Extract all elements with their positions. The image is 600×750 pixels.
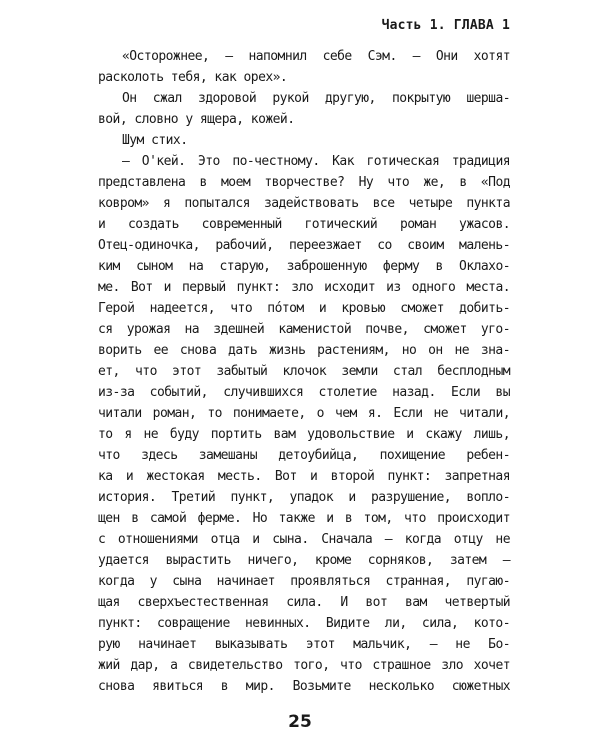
text-line: ме. Вот и первый пункт: зло исходит из одного места.	[98, 280, 510, 295]
text-line: ся урожая на здешней каменистой почве, сможет уго-	[98, 322, 510, 337]
text-line: жий дар, а свидетельство того, что страшное зло хочет	[98, 658, 510, 673]
running-head: Часть 1. ГЛАВА 1	[381, 18, 510, 33]
text-line: ка и жестокая месть. Вот и второй пункт: запретная	[98, 469, 510, 484]
text-line: расколоть тебя, как орех».	[98, 70, 288, 85]
text-line: с отношениями отца и сына. Сначала — когда отцу не	[98, 532, 510, 547]
text-line: ким сыном на старую, заброшенную ферму в Оклахо-	[98, 259, 510, 274]
text-line: читали роман, то понимаете, о чем я. Если не читали,	[98, 406, 510, 421]
text-line: вой, словно у ящера, кожей.	[98, 112, 295, 127]
text-line: ворить ее снова дать жизнь растениям, но он не зна-	[98, 343, 510, 358]
text-line: что здесь замешаны детоубийца, похищение ребен-	[98, 448, 510, 463]
text-line: — О'кей. Это по-честному. Как готическая традиция	[122, 154, 510, 169]
text-line: история. Третий пункт, упадок и разрушение, вопло-	[98, 490, 510, 505]
text-line: пункт: совращение невинных. Видите ли, сила, кото-	[98, 616, 510, 631]
text-line: ковром» я попытался задействовать все четыре пункта	[98, 196, 510, 211]
text-line: удается вырастить ничего, кроме сорняков, затем —	[98, 553, 510, 568]
text-line: представлена в моем творчестве? Ну что же, в «Под	[98, 175, 510, 190]
text-line: рую начинает выказывать этот мальчик, — не Бо-	[98, 637, 510, 652]
text-line: снова явиться в мир. Возьмите несколько сюжетных	[98, 679, 510, 694]
text-line: то я не буду портить вам удовольствие и скажу лишь,	[98, 427, 510, 442]
text-line: Шум стих.	[122, 133, 188, 148]
text-line: щен в самой ферме. Но также и в том, что происходит	[98, 511, 510, 526]
text-line: ет, что этот забытый клочок земли стал бесплодным	[98, 364, 510, 379]
text-line: когда у сына начинает проявляться странная, пугаю-	[98, 574, 510, 589]
text-line: и создать современный готический роман ужасов.	[98, 217, 510, 232]
text-line: «Осторожнее, — напомнил себе Сэм. — Они хотят	[122, 49, 510, 64]
text-line: Он сжал здоровой рукой другую, покрытую шерша-	[122, 91, 510, 106]
body-text	[98, 46, 510, 697]
text-line: из-за событий, случившихся столетие назад. Если вы	[98, 385, 510, 400]
page-number: 25	[288, 712, 312, 732]
text-line: Герой надеется, что пóтом и кровью сможет добить-	[98, 301, 510, 316]
text-line: щая сверхъестественная сила. И вот вам четвертый	[98, 595, 510, 610]
text-line: Отец-одиночка, рабочий, переезжает со своим малень-	[98, 238, 510, 253]
